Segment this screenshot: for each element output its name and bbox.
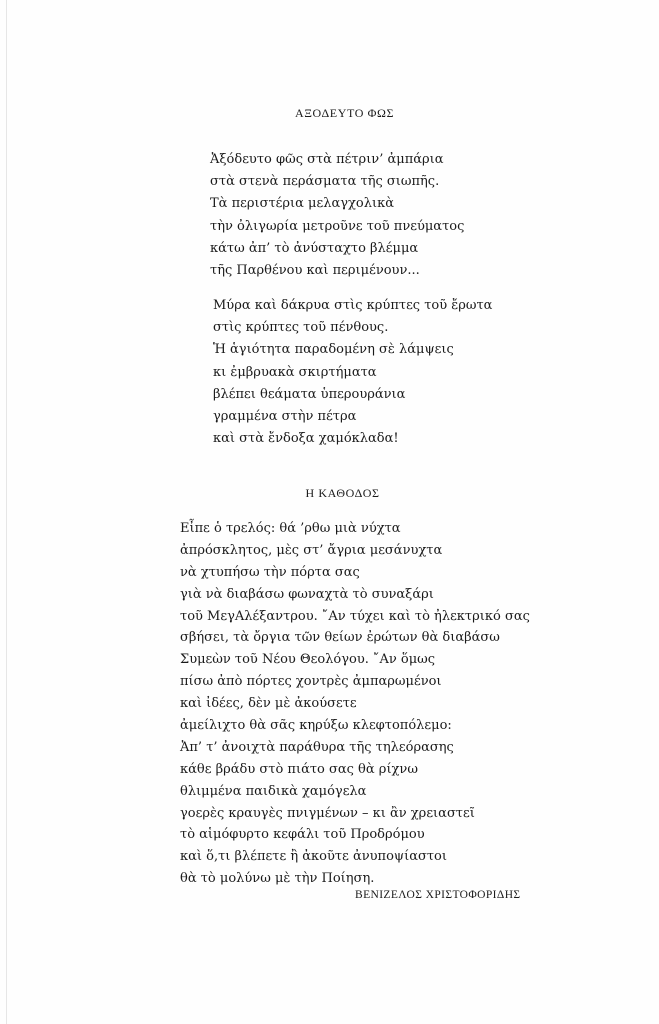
poem-line: πίσω ἀπὸ πόρτες χοντρὲς ἀμπαρωμένοι [180, 674, 442, 690]
poem-line: Μύρα καὶ δάκρυα στὶς κρύπτες τοῦ ἔρωτα [213, 298, 493, 313]
poem-line: γραμμένα στὴν πέτρα [213, 408, 357, 424]
poem-line: Ἡ ἁγιότητα παραδομένη σὲ λάμψεις [213, 342, 454, 358]
poem-line: τὴν ὀλιγωρία μετροῦνε τοῦ πνεύματος [210, 218, 465, 234]
poem-line: καὶ ὅ,τι βλέπετε ἢ ἀκοῦτε ἀνυποψίαστοι [180, 849, 447, 865]
poem-line: κάθε βράδυ στὸ πιάτο σας θὰ ρίχνω [180, 761, 418, 777]
poem-line: θλιμμένα παιδικὰ χαμόγελα [180, 783, 367, 799]
poem-line: Ἀξόδευτο φῶς στὰ πέτριν’ ἀμπάρια [210, 152, 444, 167]
poem-title-i-kathodos: Η ΚΑΘΟΔΟΣ [305, 486, 380, 500]
poem-line: στὶς κρύπτες τοῦ πένθους. [213, 320, 389, 336]
poem-line: ἀπρόσκλητος, μὲς στ’ ἄγρια μεσάνυχτα [180, 542, 443, 558]
poem-line: νὰ χτυπήσω τὴν πόρτα σας [180, 564, 360, 580]
poem-line: τῆς Παρθένου καὶ περιμένουν... [210, 262, 420, 278]
poem-line: στὰ στενὰ περάσματα τῆς σιωπῆς. [210, 174, 440, 190]
poem-line: Τὰ περιστέρια μελαγχολικὰ [210, 196, 394, 212]
poem1-stanza2 [213, 295, 492, 450]
poem1-stanza1 [210, 149, 464, 282]
poem-title-axodeuto-fos: ΑΞΟΔΕΥΤΟ ΦΩΣ [294, 106, 395, 120]
author-signature: ΒΕΝΙΖΕΛΟΣ ΧΡΙΣΤΟΦΟΡΙΔΗΣ [355, 889, 521, 901]
poem-line: ἀμείλιχτο θὰ σᾶς κηρύξω κλεφτοπόλεμο: [180, 718, 452, 734]
poem-line: Συμεὼν τοῦ Νέου Θεολόγου. ῎Αν ὅμως [180, 652, 436, 668]
poem-line: τὸ αἱμόφυρτο κεφάλι τοῦ Προδρόμου [180, 827, 425, 843]
poem2-stanza [180, 518, 530, 890]
poem-line: τοῦ ΜεγΑλέξαντρου. ῎Αν τύχει καὶ τὸ ἠλεκτρικό σας [180, 608, 530, 624]
poem-line: καὶ στὰ ἔνδοξα χαμόκλαδα! [213, 431, 399, 447]
poem-line: καὶ ἰδέες, δὲν μὲ ἀκούσετε [180, 696, 357, 712]
poem-line: Εἶπε ὁ τρελός: θά ’ρθω μιὰ νύχτα [180, 521, 401, 536]
poem-line: γιὰ νὰ διαβάσω φωναχτὰ τὸ συναξάρι [180, 586, 434, 602]
page-edge [6, 0, 7, 1024]
poem-line: κάτω ἀπ’ τὸ ἀνύσταχτο βλέμμα [210, 240, 419, 256]
poem-line: βλέπει θεάματα ὑπερουράνια [213, 386, 406, 402]
poem-line: Ἀπ’ τ’ ἀνοιχτὰ παράθυρα τῆς τηλεόρασης [180, 739, 454, 755]
poem-line: κι ἐμβρυακὰ σκιρτήματα [213, 364, 377, 380]
poem-line: θὰ τὸ μολύνω μὲ τὴν Ποίηση. [180, 871, 375, 887]
poem-line: γοερὲς κραυγὲς πνιγμένων – κι ἂν χρειαστεῖ [180, 805, 475, 821]
poem-line: σβήσει, τὰ ὄργια τῶν θείων ἐρώτων θὰ διαβάσω [180, 630, 500, 646]
